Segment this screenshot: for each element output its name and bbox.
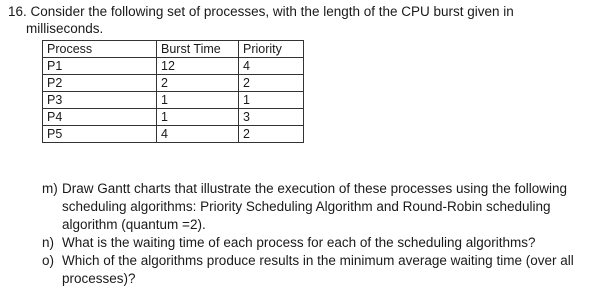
table-row	[43, 58, 304, 75]
cell-priority: 4	[239, 58, 304, 75]
subquestion-list	[42, 180, 602, 288]
question-number: 16.	[8, 4, 27, 19]
cell-burst-time: 4	[157, 126, 239, 143]
cell-priority: 3	[239, 109, 304, 126]
cell-process: P1	[43, 58, 157, 75]
cell-process: P3	[43, 92, 157, 109]
cell-priority: 2	[239, 126, 304, 143]
cell-burst-time: 12	[157, 58, 239, 75]
cell-process: P5	[43, 126, 157, 143]
cell-process: P4	[43, 109, 157, 126]
table-row	[43, 75, 304, 92]
table-row	[43, 92, 304, 109]
subquestion-text: What is the waiting time of each process for each of the scheduling algorithms?	[62, 235, 536, 250]
subquestion-n	[42, 234, 602, 252]
table-row	[43, 126, 304, 143]
table-header-row	[43, 41, 304, 58]
header-burst-time: Burst Time	[157, 41, 239, 58]
subquestion-text: Draw Gantt charts that illustrate the execution of these processes using the following scheduling algorithms: Priority Scheduling Algorithm and Round-Robin scheduling algorithm (quantum =2).	[62, 181, 568, 232]
process-table	[42, 40, 304, 143]
question-line-1	[8, 3, 598, 20]
subquestion-label: o)	[42, 253, 55, 268]
cell-burst-time: 1	[157, 109, 239, 126]
header-process: Process	[43, 41, 157, 58]
cell-process: P2	[43, 75, 157, 92]
question-line-2: milliseconds.	[26, 21, 104, 36]
subquestion-text: Which of the algorithms produce results in the minimum average waiting time (over all processes)?	[62, 253, 574, 286]
cell-priority: 2	[239, 75, 304, 92]
question-intro	[8, 3, 598, 37]
subquestion-o	[42, 252, 602, 288]
table-row	[43, 109, 304, 126]
cell-burst-time: 1	[157, 92, 239, 109]
header-priority: Priority	[239, 41, 304, 58]
cell-priority: 1	[239, 92, 304, 109]
cell-burst-time: 2	[157, 75, 239, 92]
subquestion-label: m)	[42, 181, 58, 196]
question-text-1: Consider the following set of processes, with the length of the CPU burst given in	[30, 4, 514, 19]
subquestion-label: n)	[42, 235, 55, 250]
subquestion-m	[42, 180, 602, 234]
